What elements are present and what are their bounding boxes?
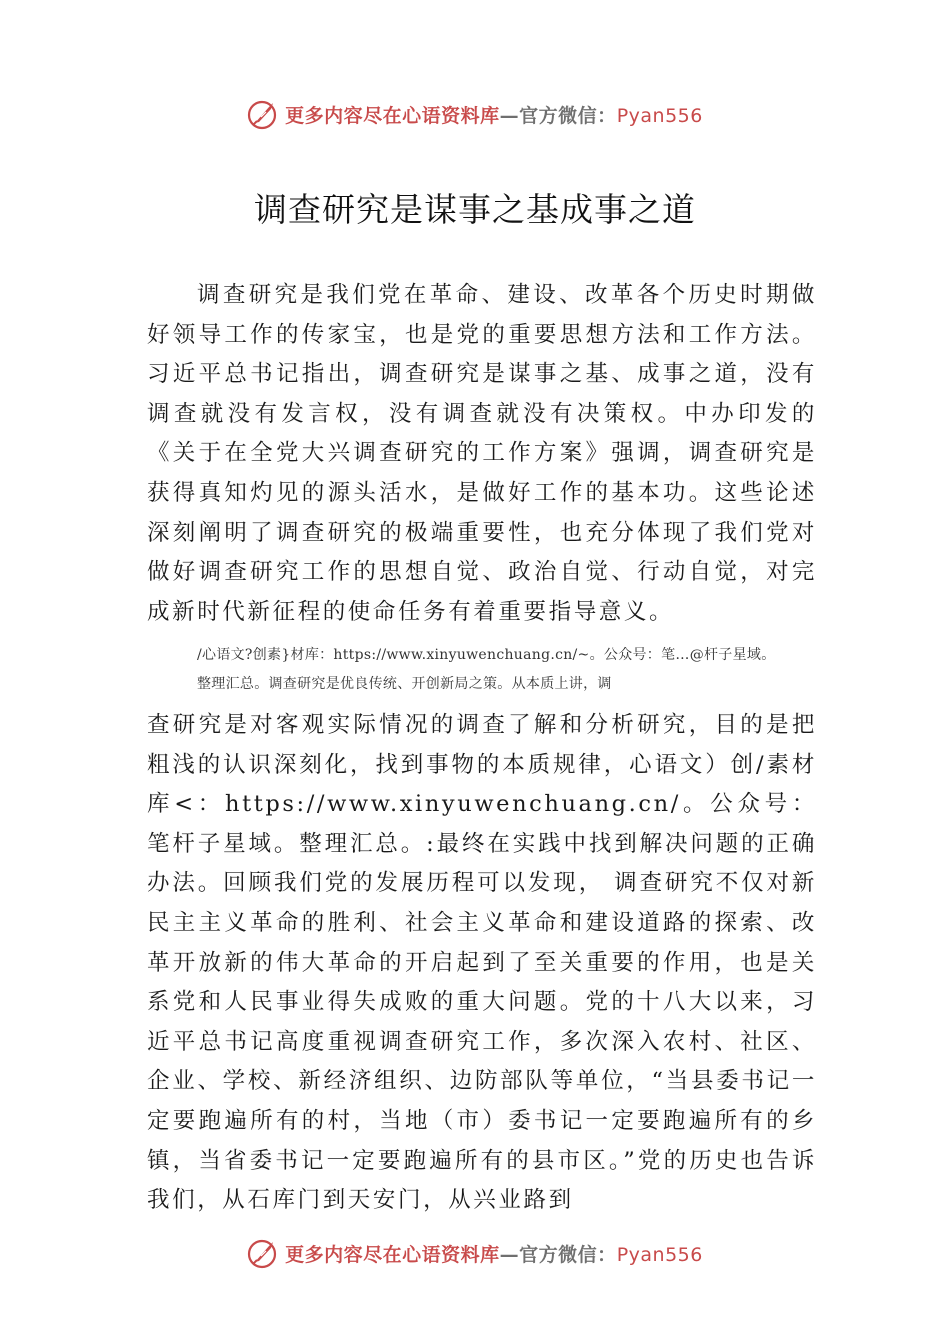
- banner-wechat-label: —官方微信：: [499, 104, 617, 127]
- source-note-line-2: 整理汇总。调查研究是优良传统、开创新局之策。从本质上讲，调: [197, 676, 612, 692]
- header-watermark-banner: [0, 94, 950, 134]
- banner-text: [285, 1240, 703, 1267]
- source-note: [197, 641, 897, 699]
- paragraph-1: 调查研究是我们党在革命、建设、改革各个历史时期做好领导工作的传家宝，也是党的重要思想方法和工作方法。 习近平总书记指出，调查研究是谋事之基、成事之道，没有调查就没有发言权，没有调查就没有决策权。中办印发的《关于在全党大兴调查研究的工作方案》强调，调查研究是获得真知灼见的源头活水，是做好工作的基本功。这些论述深刻阐明了调查研究的极端重要性，也充分体现了我们党对做好调查研究工作的思想自觉、政治自觉、行动自觉，对完成新时代新征程的使命任务有着重要指导意义。: [147, 282, 817, 625]
- banner-wechat-id: Pyan556: [616, 1243, 703, 1266]
- source-note-line-1: /心语文?创素}材库：https://www.xinyuwenchuang.cn/~。公众号：笔…@杆子星域。: [197, 647, 776, 663]
- banner-brand: 更多内容尽在心语资料库: [285, 104, 500, 127]
- quill-pen-logo-icon: [247, 97, 281, 131]
- document-title: 调查研究是谋事之基成事之道: [254, 190, 696, 229]
- banner-wechat-label: —官方微信：: [499, 1243, 617, 1266]
- quill-pen-logo-icon: [247, 1236, 281, 1270]
- footer-watermark-banner: [0, 1233, 950, 1273]
- banner-brand: 更多内容尽在心语资料库: [285, 1243, 500, 1266]
- banner-wechat-id: Pyan556: [616, 104, 703, 127]
- banner-text: [285, 101, 703, 128]
- paragraph-2: 查研究是对客观实际情况的调查了解和分析研究，目的是把粗浅的认识深刻化，找到事物的本质规律，心语文）创/素材库<：https://www.xinyuwenchuang.cn/。公众号：笔杆子星域。整理汇总。:最终在实践中找到解决问题的正确办法。回顾我们党的发展历程可以发现， 调查研究不仅对新民主主义革命的胜利、社会主义革命和建设道路的探索、改革开放新的伟大革命的开启起到了至关重要的作用，也是关系党和人民事业得失成败的重大问题。党的十八大以来，习近平总书记高度重视调查研究工作，多次深入农村、社区、企业、学校、新经济组织、边防部队等单位，“当县委书记一定要跑遍所有的村，当地（市）委书记一定要跑遍所有的乡镇，当省委书记一定要跑遍所有的县市区。”党的历史也告诉我们，从石库门到天安门，从兴业路到: [147, 712, 817, 1214]
